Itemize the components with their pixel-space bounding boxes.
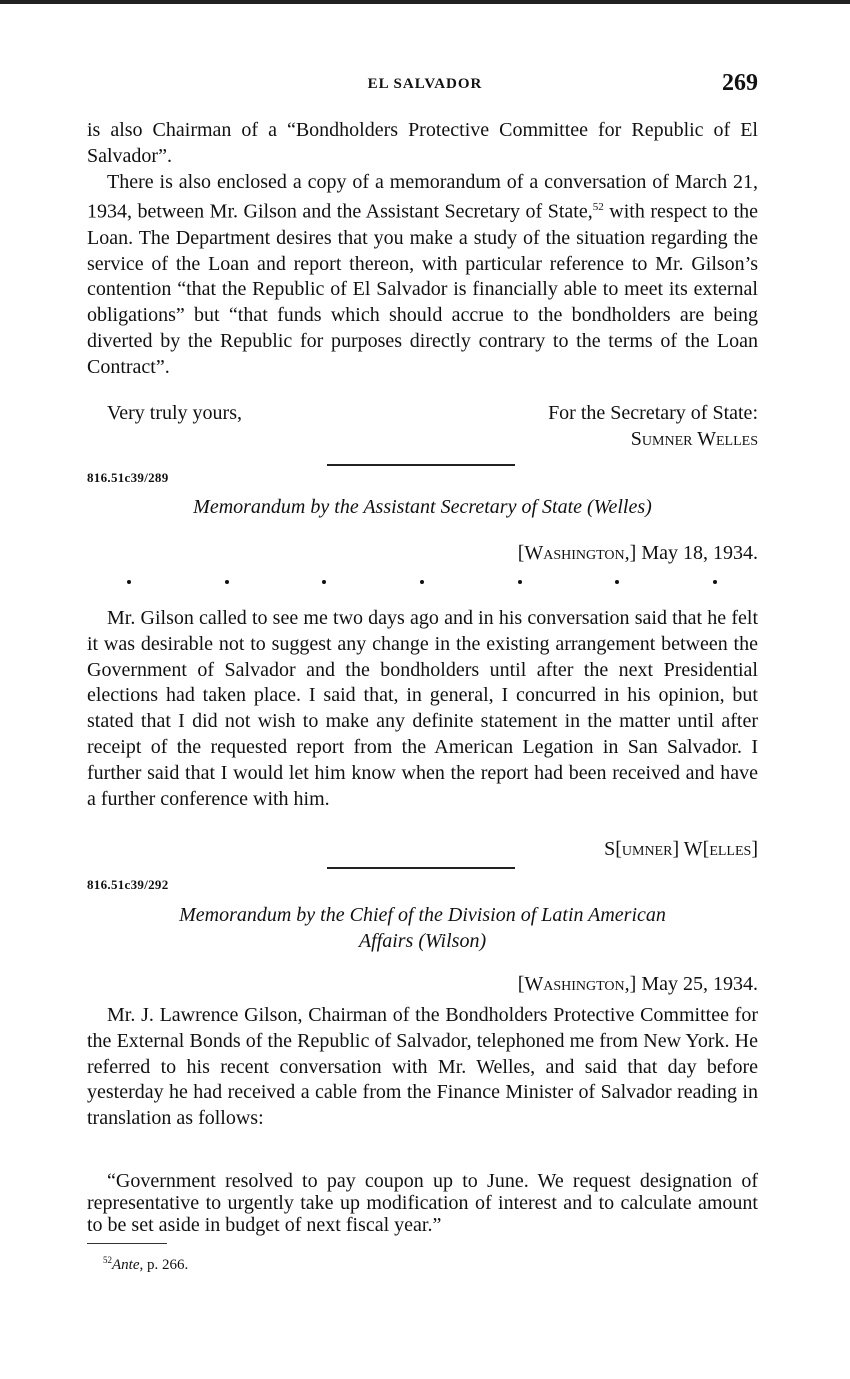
ellipsis-dot: [127, 580, 131, 584]
memo1-body: Mr. Gilson called to see me two days ago and in his conversation said that he felt it was desirable not to suggest any change in the existing arrangement between the Government of Salvador and the bondholders until after the next Presidential elections had taken place. I said that, in general, I concurred in his opinion, but stated that I did not wish to make any definite statement in the matter until after receipt of the requested report from the American Legation in San Salvador. I further said that I would let him know when the report had been received and have a further conference with him.: [87, 607, 758, 810]
memo1-place: Washington,: [524, 542, 630, 564]
top-border-rule: [0, 0, 850, 4]
memo1-doc-id: 816.51c39/289: [87, 470, 169, 485]
memo1-signature-umner: umner: [621, 838, 673, 860]
memo1-signature-elles: elles: [709, 838, 752, 860]
memo2-title-line1: Memorandum by the Chief of the Division of Latin American: [179, 904, 666, 926]
ellipsis-dot: [518, 580, 522, 584]
ellipsis-dot: [615, 580, 619, 584]
memo1-signature-w: W: [683, 838, 703, 860]
running-title: EL SALVADOR: [367, 76, 483, 92]
memo2-doc-id: 816.51c39/292: [87, 877, 169, 892]
section-divider: [327, 867, 515, 869]
ellipsis-row: [127, 580, 717, 584]
ellipsis-dot: [225, 580, 229, 584]
page-number: 269: [722, 70, 758, 96]
memo2-title-author: Wilson: [425, 930, 480, 952]
memo1-dateline: [Washington,] May 18, 1934.: [517, 542, 758, 564]
memo2-title: Memorandum by the Chief of the Division of Latin American Affairs (Wilson): [179, 904, 666, 952]
letter-closing: Very truly yours,: [107, 402, 242, 424]
letter-body: [87, 118, 758, 381]
letter-paragraph-1: is also Chairman of a “Bondholders Protective Committee for Republic of El Salvador”.: [87, 119, 758, 167]
letter-signature: Sumner Welles: [630, 428, 758, 450]
memo1-title-main: Memorandum by the Assistant Secretary of State: [193, 496, 582, 518]
memo2-quote: “Government resolved to pay coupon up to June. We request designation of representative to urgently take up modification of interest and to calculate amount to be set aside in budget of next fiscal year.”: [87, 1170, 758, 1236]
letter-for-line: For the Secretary of State:: [548, 402, 758, 424]
memo1-title-author: Welles: [593, 496, 646, 518]
ellipsis-dot: [713, 580, 717, 584]
memo1-date: May 18, 1934.: [636, 542, 758, 564]
memo1-signature: S[umner] W[elles]: [604, 838, 758, 860]
letter-paragraph-2: [87, 170, 758, 381]
ellipsis-dot: [322, 580, 326, 584]
memo1-signature-s: S: [604, 838, 616, 860]
footnote-text: , p. 266.: [139, 1257, 189, 1273]
footnote-ref: Ante: [112, 1257, 140, 1273]
footnote-rule: [87, 1243, 167, 1244]
footnote-marker: 52: [103, 1255, 112, 1265]
footnote: [103, 1255, 188, 1274]
ellipsis-dot: [420, 580, 424, 584]
footnote-reference: 52: [592, 201, 604, 214]
memo1-title: Memorandum by the Assistant Secretary of State (Welles): [193, 496, 652, 518]
letter-paragraph-2-end: with respect to the Loan. The Department desires that you make a study of the situation regarding the service of the Loan and report thereon, with particular reference to Mr. Gilson’s contention “that the Republic of El Salvador is financially able to meet its external obligations” but “that funds which should accrue to the bondholders are being diverted by the Republic for purposes directly contrary to the terms of the Loan Contract”.: [87, 201, 759, 378]
memo2-place: Washington,: [524, 973, 630, 995]
letter-paragraph-2-start: There is also enclosed a copy of a memorandum of a conversation of March 21, 1934, between Mr. Gilson and the Assistant Secretary of State,: [87, 170, 758, 224]
memo2-title-line2: Affairs: [358, 930, 414, 952]
section-divider: [327, 464, 515, 466]
memo2-dateline: [Washington,] May 25, 1934.: [517, 973, 758, 995]
memo2-body: Mr. J. Lawrence Gilson, Chairman of the Bondholders Protective Committee for the External Bonds of the Republic of Salvador, telephoned me from New York. He referred to his recent conversation with Mr. Welles, and said that day before yesterday he had received a cable from the Finance Minister of Salvador reading in translation as follows:: [87, 1004, 758, 1130]
memo2-date: May 25, 1934.: [636, 973, 758, 995]
